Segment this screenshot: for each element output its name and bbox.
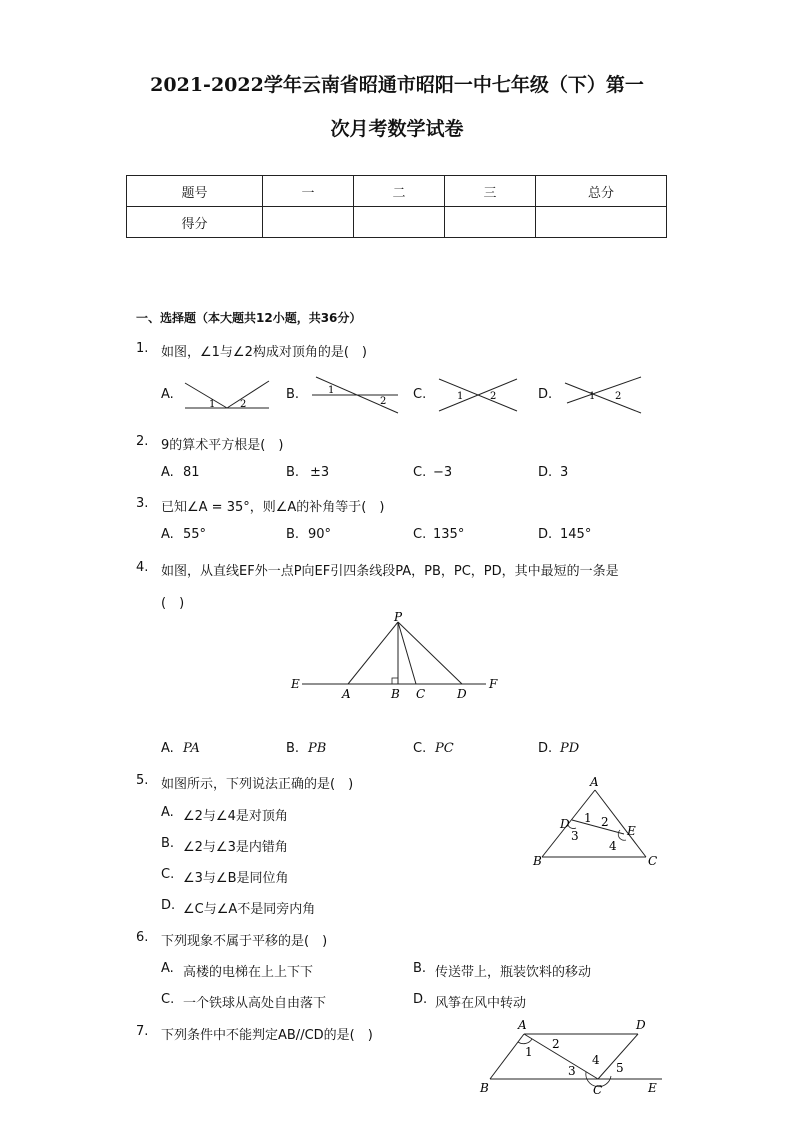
score-row-label: 得分 <box>127 207 263 238</box>
point-label: C <box>593 1083 603 1097</box>
question-stem: 下列现象不属于平移的是( ) <box>161 934 328 949</box>
option-letter: A. <box>161 741 174 756</box>
angle-label: 1 <box>589 391 596 402</box>
question-number: 2. <box>136 434 149 449</box>
point-label: C <box>416 687 426 701</box>
question-stem-continued: ( ) <box>161 596 185 611</box>
option-letter: B. <box>286 741 300 756</box>
option-letter: D. <box>538 741 553 756</box>
option-letter: A. <box>161 961 174 976</box>
option-letter: A. <box>161 527 174 542</box>
angle-label: 1 <box>457 391 464 402</box>
q1-option-b-figure <box>308 373 403 417</box>
angle-label: 3 <box>571 829 579 843</box>
option-letter: A. <box>161 387 174 402</box>
angle-label: 4 <box>592 1053 600 1067</box>
question-stem: 已知∠A = 35°，则∠A的补角等于( ) <box>161 500 385 515</box>
question-stem: 9的算术平方根是( ) <box>161 438 284 453</box>
option-letter: C. <box>413 465 427 480</box>
option-letter: A. <box>161 465 174 480</box>
angle-label: 2 <box>601 815 609 829</box>
right-angle-mark <box>392 678 398 684</box>
figure-line <box>185 383 227 408</box>
score-cell[interactable] <box>263 207 354 238</box>
point-label: E <box>627 824 636 838</box>
option-text: PC <box>435 741 454 756</box>
option-letter: B. <box>286 465 300 480</box>
segment-ab <box>490 1034 524 1079</box>
question-stem: 如图所示，下列说法正确的是( ) <box>161 777 354 792</box>
option-letter: C. <box>161 992 175 1007</box>
point-label: B <box>533 854 542 868</box>
option-letter: D. <box>538 527 553 542</box>
segment-pa <box>348 622 398 684</box>
point-label: B <box>391 687 400 701</box>
point-label: E <box>291 677 300 691</box>
score-header-cell: 题号 <box>127 176 263 207</box>
angle-label: 2 <box>615 391 622 402</box>
point-label: F <box>489 677 498 691</box>
option-text: ∠2与∠3是内错角 <box>183 840 288 855</box>
question-number: 4. <box>136 560 149 575</box>
segment-de <box>572 820 624 834</box>
option-letter: B. <box>286 387 300 402</box>
option-text: 一个铁球从高处自由落下 <box>183 996 327 1011</box>
angle-label: 3 <box>568 1064 576 1078</box>
exam-title-line1: 2021-2022学年云南省昭通市昭阳一中七年级（下）第一 <box>150 74 644 96</box>
point-label: A <box>518 1018 527 1032</box>
option-text: 90° <box>308 527 332 542</box>
score-table-score-row <box>127 207 667 238</box>
question-stem: 如图，∠1与∠2构成对顶角的是( ) <box>161 345 367 360</box>
option-letter: A. <box>161 805 174 820</box>
angle-label: 1 <box>328 385 335 396</box>
option-letter: B. <box>286 527 300 542</box>
option-letter: B. <box>161 836 175 851</box>
point-label: P <box>394 610 403 624</box>
exam-title-line2: 次月考数学试卷 <box>330 118 464 140</box>
point-label: D <box>636 1018 646 1032</box>
angle-label: 2 <box>240 399 247 410</box>
angle-label: 2 <box>490 391 497 402</box>
option-text: −3 <box>433 465 453 480</box>
point-label: A <box>590 775 599 789</box>
angle-label: 2 <box>380 396 387 407</box>
figure-line <box>565 383 641 413</box>
option-text: ∠C与∠A不是同旁内角 <box>183 902 316 917</box>
option-text: 高楼的电梯在上上下下 <box>183 965 314 980</box>
section-heading: 一、选择题（本大题共12小题，共36分） <box>136 311 362 325</box>
score-cell[interactable] <box>354 207 445 238</box>
angle-arc <box>618 830 626 840</box>
option-letter: C. <box>413 387 427 402</box>
angle-label: 5 <box>616 1061 624 1075</box>
option-text: 风筝在风中转动 <box>435 996 527 1011</box>
score-table <box>126 175 667 238</box>
option-letter: D. <box>413 992 428 1007</box>
option-text: 145° <box>560 527 592 542</box>
q4-figure <box>286 608 506 708</box>
option-text: 135° <box>433 527 465 542</box>
q1-option-a-figure <box>183 375 275 415</box>
option-letter: B. <box>413 961 427 976</box>
option-text: ±3 <box>310 465 330 480</box>
point-label: E <box>648 1081 657 1095</box>
option-letter: C. <box>413 741 427 756</box>
option-text: PB <box>308 741 327 756</box>
score-header-cell: 一 <box>263 176 354 207</box>
question-number: 1. <box>136 341 149 356</box>
question-stem: 下列条件中不能判定AB//CD的是( ) <box>161 1028 373 1043</box>
question-number: 7. <box>136 1024 149 1039</box>
angle-label: 2 <box>552 1037 560 1051</box>
option-text: 55° <box>183 527 207 542</box>
point-label: D <box>457 687 467 701</box>
option-letter: D. <box>538 387 553 402</box>
angle-label: 1 <box>584 811 592 825</box>
question-number: 6. <box>136 930 149 945</box>
option-text: PA <box>183 741 200 756</box>
point-label: D <box>560 817 570 831</box>
option-text: ∠3与∠B是同位角 <box>183 871 289 886</box>
question-stem: 如图，从直线EF外一点P向EF引四条线段PA，PB，PC，PD，其中最短的一条是 <box>161 564 619 579</box>
question-number: 5. <box>136 773 149 788</box>
option-text: 3 <box>560 465 569 480</box>
score-cell[interactable] <box>445 207 536 238</box>
angle-label: 1 <box>525 1045 533 1059</box>
question-number: 3. <box>136 496 149 511</box>
option-text: PD <box>560 741 580 756</box>
score-cell[interactable] <box>536 207 667 238</box>
score-table-header-row <box>127 176 667 207</box>
q1-option-c-figure <box>435 375 521 415</box>
score-header-cell: 三 <box>445 176 536 207</box>
option-letter: D. <box>161 898 176 913</box>
figure-line <box>567 377 641 403</box>
segment-ac <box>524 1034 598 1079</box>
option-letter: C. <box>161 867 175 882</box>
q1-option-d-figure <box>561 373 643 417</box>
angle-label: 4 <box>609 839 617 853</box>
angle-label: 1 <box>209 399 216 410</box>
option-text: ∠2与∠4是对顶角 <box>183 809 288 824</box>
segment-pd <box>398 622 462 684</box>
option-text: 传送带上，瓶装饮料的移动 <box>435 965 592 980</box>
figure-line <box>227 381 269 408</box>
option-letter: C. <box>413 527 427 542</box>
option-text: 81 <box>183 465 200 480</box>
option-letter: D. <box>538 465 553 480</box>
q5-figure <box>528 772 668 872</box>
score-header-cell: 总分 <box>536 176 667 207</box>
score-header-cell: 二 <box>354 176 445 207</box>
point-label: A <box>342 687 351 701</box>
q7-figure <box>474 1016 668 1102</box>
point-label: B <box>480 1081 489 1095</box>
point-label: C <box>648 854 658 868</box>
